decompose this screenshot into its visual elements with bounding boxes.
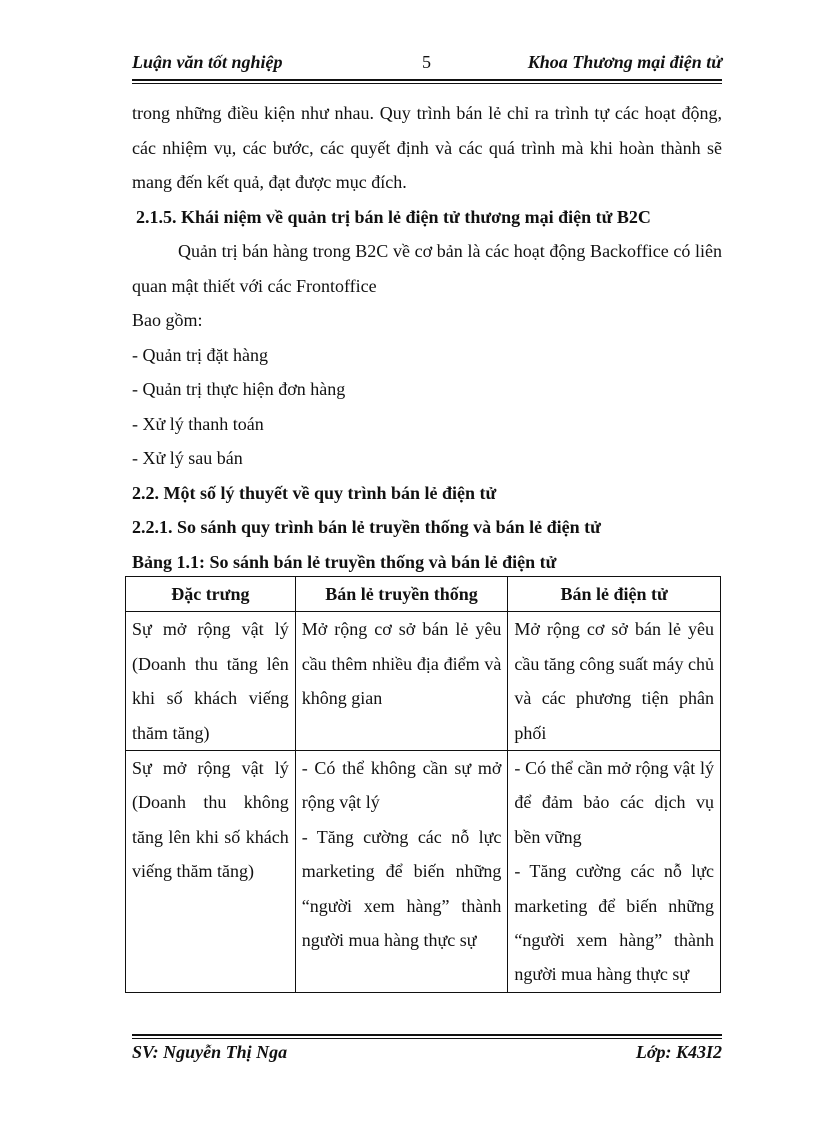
header-rule-thick	[132, 79, 722, 81]
page-number: 5	[422, 52, 431, 72]
list-item: - Xử lý thanh toán	[132, 413, 264, 434]
footer-student-name: SV: Nguyễn Thị Nga	[132, 1042, 288, 1062]
section-heading-2-2: 2.2. Một số lý thuyết về quy trình bán lẻ điện tử	[132, 482, 497, 503]
list-item: - Quản trị đặt hàng	[132, 344, 268, 365]
cell-electronic-point: - Có thể cần mở rộng vật lý để đảm bảo các dịch vụ bền vững	[514, 758, 714, 847]
page-header	[132, 52, 722, 78]
cell-traditional	[295, 751, 508, 993]
paragraph-b2c-management: Quản trị bán hàng trong B2C về cơ bản là các hoạt động Backoffice có liên quan mật thiết với các Frontoffice	[132, 241, 722, 296]
cell-electronic	[508, 751, 721, 993]
column-header-feature: Đặc trưng	[126, 577, 296, 612]
header-rule-thin	[132, 83, 722, 84]
column-header-traditional: Bán lẻ truyền thống	[295, 577, 508, 612]
list-item: - Quản trị thực hiện đơn hàng	[132, 379, 346, 399]
footer-rule-thin	[132, 1038, 722, 1039]
header-thesis-title: Luận văn tốt nghiệp	[132, 52, 283, 72]
section-heading-2-2-1: 2.2.1. So sánh quy trình bán lẻ truyền thống và bán lẻ điện tử	[132, 517, 601, 537]
cell-traditional-point: - Có thể không cần sự mở rộng vật lý	[301, 758, 502, 813]
footer-rule-thick	[132, 1034, 722, 1036]
table-row	[126, 751, 721, 993]
list-item: - Xử lý sau bán	[132, 448, 243, 468]
table-caption: Bảng 1.1: So sánh bán lẻ truyền thống và bán lẻ điện tử	[132, 551, 557, 572]
section-heading-2-1-5: 2.1.5. Khái niệm về quản trị bán lẻ điện tử thương mại điện tử B2C	[136, 206, 651, 227]
cell-electronic-point: - Tăng cường các nỗ lực marketing để biến những “người xem hàng” thành người mua hàng thực sự	[514, 861, 714, 985]
paragraph-continuation: trong những điều kiện như nhau. Quy trình bán lẻ chỉ ra trình tự các hoạt động, các nhiệm vụ, các bước, các quyết định và các quá trình mà khi hoàn thành sẽ mang đến kết quả, đạt được mục đích.	[132, 103, 722, 192]
cell-traditional-point: - Tăng cường các nỗ lực marketing để biến những “người xem hàng” thành người mua hàng thực sự	[301, 826, 502, 951]
page-body	[132, 96, 722, 579]
table-header-row	[126, 577, 721, 612]
cell-traditional: Mở rộng cơ sở bán lẻ yêu cầu thêm nhiều địa điểm và không gian	[295, 612, 508, 751]
comparison-table	[125, 576, 721, 993]
table-row	[126, 612, 721, 751]
column-header-electronic: Bán lẻ điện tử	[508, 577, 721, 612]
header-faculty: Khoa Thương mại điện tử	[527, 52, 722, 72]
list-intro: Bao gồm:	[132, 310, 203, 330]
page-footer	[132, 1042, 722, 1068]
footer-class: Lớp: K43I2	[635, 1042, 722, 1062]
cell-electronic: Mở rộng cơ sở bán lẻ yêu cầu tăng công suất máy chủ và các phương tiện phân phối	[508, 612, 721, 751]
cell-feature: Sự mở rộng vật lý (Doanh thu không tăng lên khi số khách viếng thăm tăng)	[126, 751, 296, 993]
cell-feature: Sự mở rộng vật lý (Doanh thu tăng lên khi số khách viếng thăm tăng)	[126, 612, 296, 751]
